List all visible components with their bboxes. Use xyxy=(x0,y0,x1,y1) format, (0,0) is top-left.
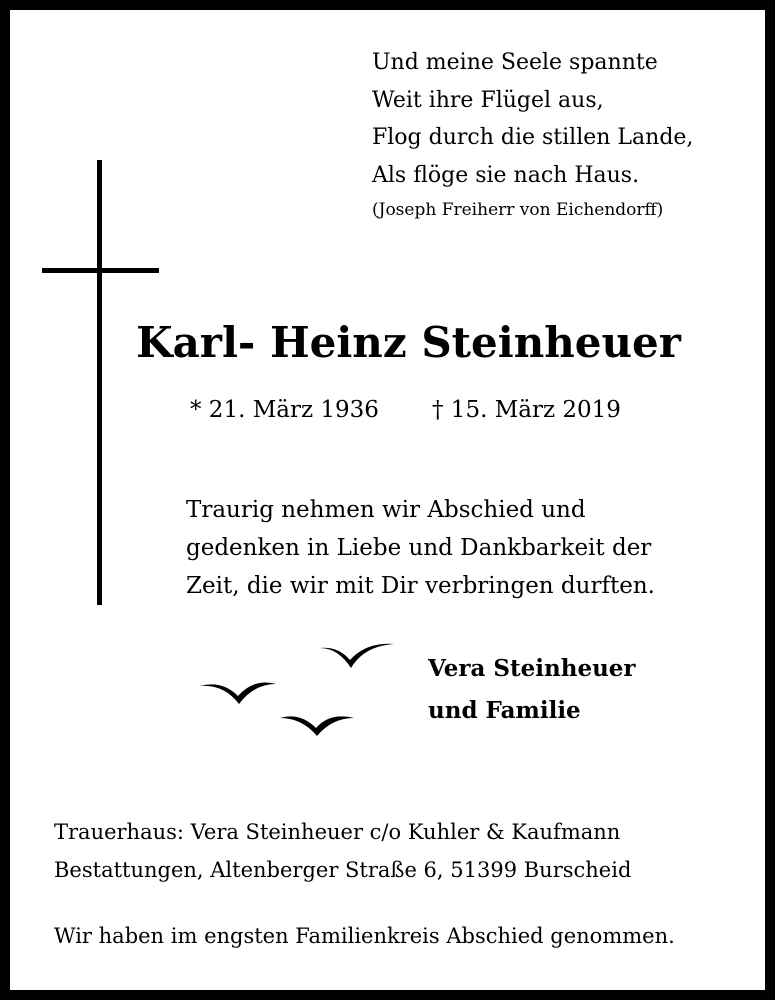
birth-date: * 21. März 1936 xyxy=(190,397,379,423)
message-line: Zeit, die wir mit Dir verbringen durften. xyxy=(186,573,655,599)
address-line: Trauerhaus: Vera Steinheuer c/o Kuhler & Kaufmann xyxy=(54,820,621,844)
family-signature xyxy=(428,648,636,732)
poem-line: Weit ihre Flügel aus, xyxy=(372,87,604,113)
poem-line: Als flöge sie nach Haus. xyxy=(372,162,640,188)
poem-author: (Joseph Freiherr von Eichendorff) xyxy=(372,200,664,220)
bird-icon xyxy=(200,683,276,705)
deceased-name: Karl- Heinz Steinheuer xyxy=(136,318,681,367)
cross-vertical-bar xyxy=(97,160,102,605)
address-line: Bestattungen, Altenberger Straße 6, 51399 Burscheid xyxy=(54,858,632,882)
message-line: gedenken in Liebe und Dankbarkeit der xyxy=(186,535,652,561)
cross-horizontal-bar xyxy=(42,268,159,273)
family-line: und Familie xyxy=(428,697,581,724)
message-line: Traurig nehmen wir Abschied und xyxy=(186,497,586,523)
poem-line: Und meine Seele spannte xyxy=(372,50,658,75)
mourning-message xyxy=(186,491,706,605)
family-line: Vera Steinheuer xyxy=(428,655,636,682)
bird-icon xyxy=(280,716,354,736)
birds-icon xyxy=(198,636,398,746)
farewell-note: Wir haben im engsten Familienkreis Abschied genommen. xyxy=(54,924,675,948)
bird-icon xyxy=(320,644,394,668)
death-date: † 15. März 2019 xyxy=(432,397,621,423)
mourning-house-address xyxy=(54,813,744,889)
poem xyxy=(372,44,752,223)
poem-line: Flog durch die stillen Lande, xyxy=(372,125,694,150)
